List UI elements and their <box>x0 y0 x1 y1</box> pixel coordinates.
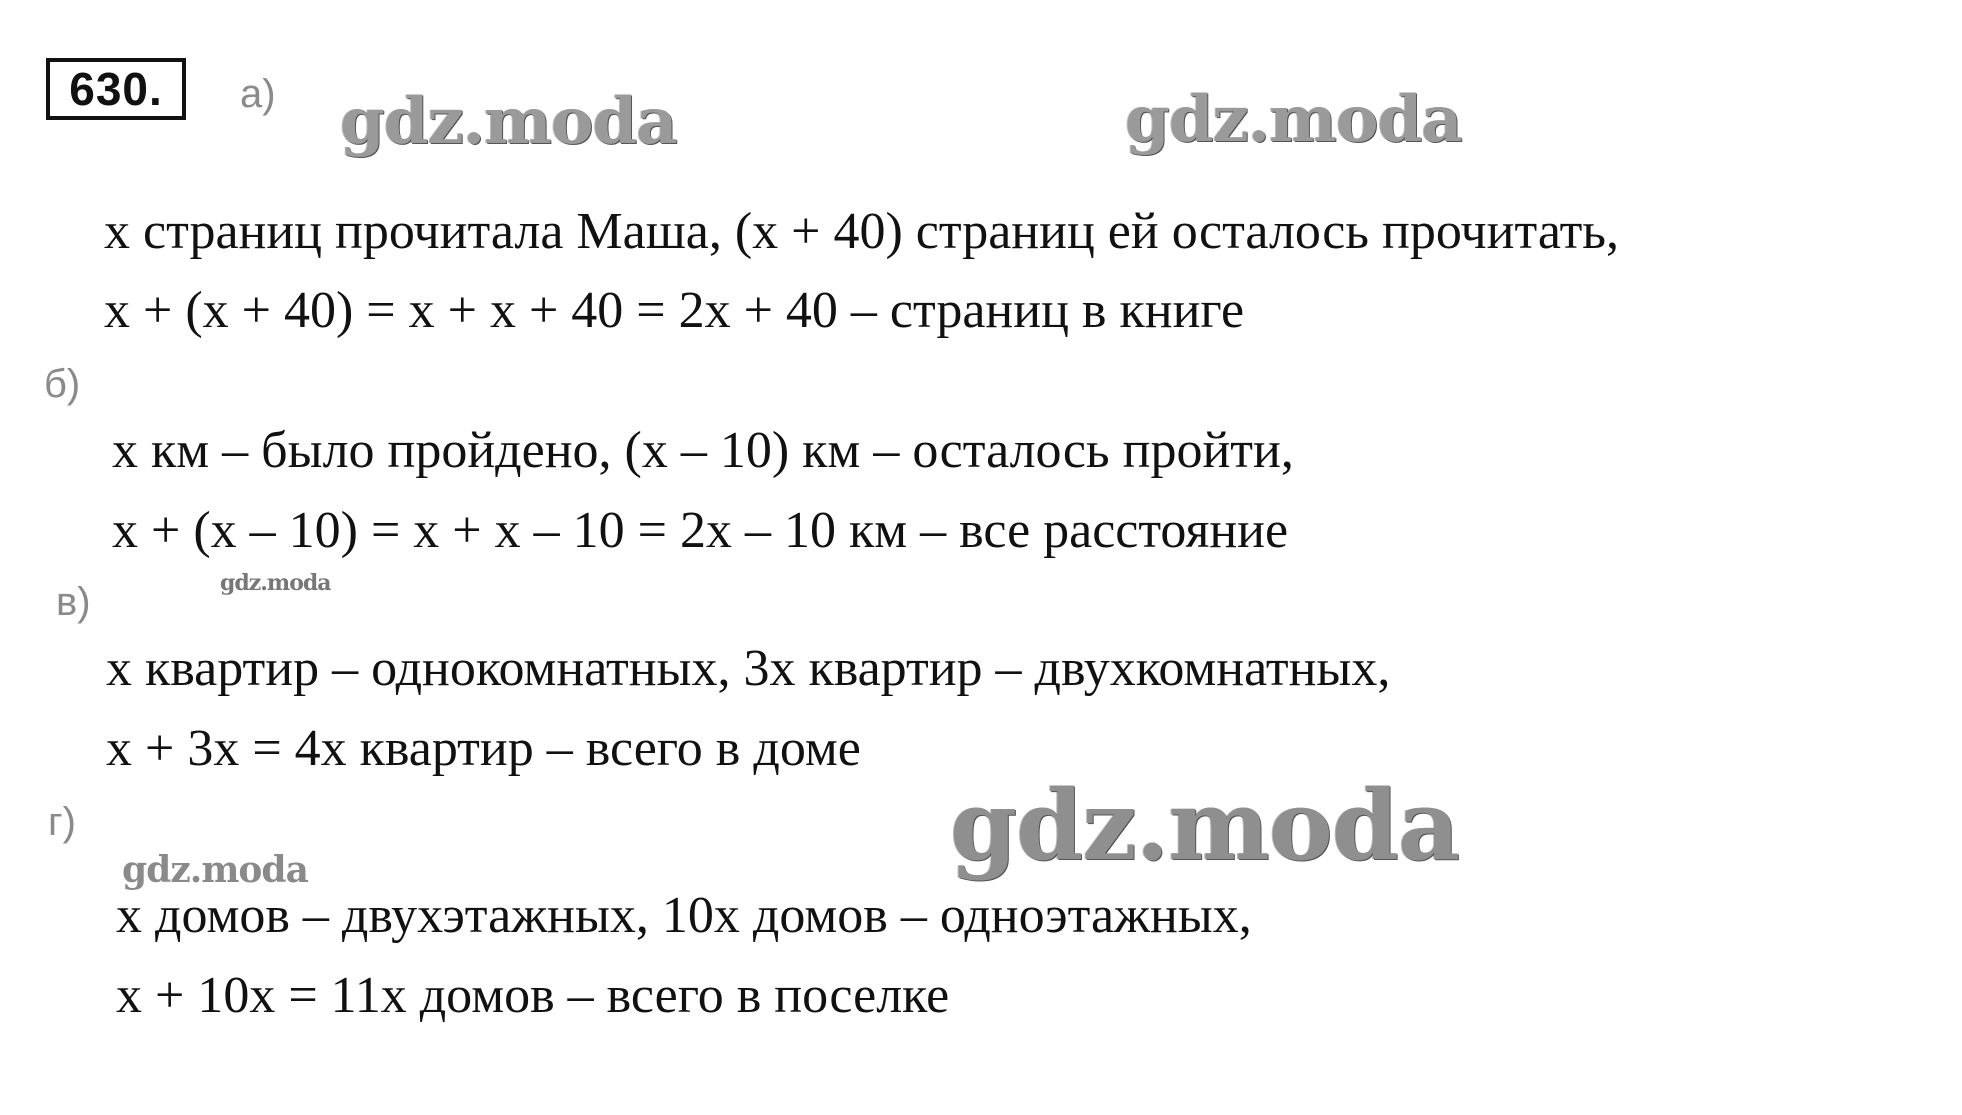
part-v-line-1: х квартир – однокомнатных, 3х квартир – двухкомнатных, <box>106 640 1391 697</box>
part-label-g: г) <box>48 800 76 844</box>
part-g-line-2: х + 10х = 11х домов – всего в поселке <box>116 967 950 1024</box>
watermark-2: gdz.moda <box>1125 82 1462 157</box>
part-b-line-1: х км – было пройдено, (х – 10) км – осталось пройти, <box>112 422 1294 479</box>
part-label-a: а) <box>240 72 276 116</box>
part-a-line-2: х + (х + 40) = х + х + 40 = 2х + 40 – страниц в книге <box>104 282 1245 339</box>
part-v-line-2: х + 3х = 4х квартир – всего в доме <box>106 720 861 777</box>
part-g-line-1: х домов – двухэтажных, 10х домов – одноэтажных, <box>116 887 1252 944</box>
watermark-5: gdz.moda <box>122 849 308 891</box>
task-number-box <box>46 58 186 120</box>
part-label-b: б) <box>44 362 81 406</box>
part-label-v: в) <box>56 580 91 624</box>
watermark-4: gdz.moda <box>950 769 1460 882</box>
part-b-line-2: х + (х – 10) = х + х – 10 = 2х – 10 км – все расстояние <box>112 502 1289 559</box>
watermark-3: gdz.moda <box>220 570 331 596</box>
task-number: 630. <box>69 63 163 115</box>
part-a-line-1: х страниц прочитала Маша, (х + 40) страниц ей осталось прочитать, <box>104 203 1620 260</box>
watermark-1: gdz.moda <box>340 84 677 159</box>
